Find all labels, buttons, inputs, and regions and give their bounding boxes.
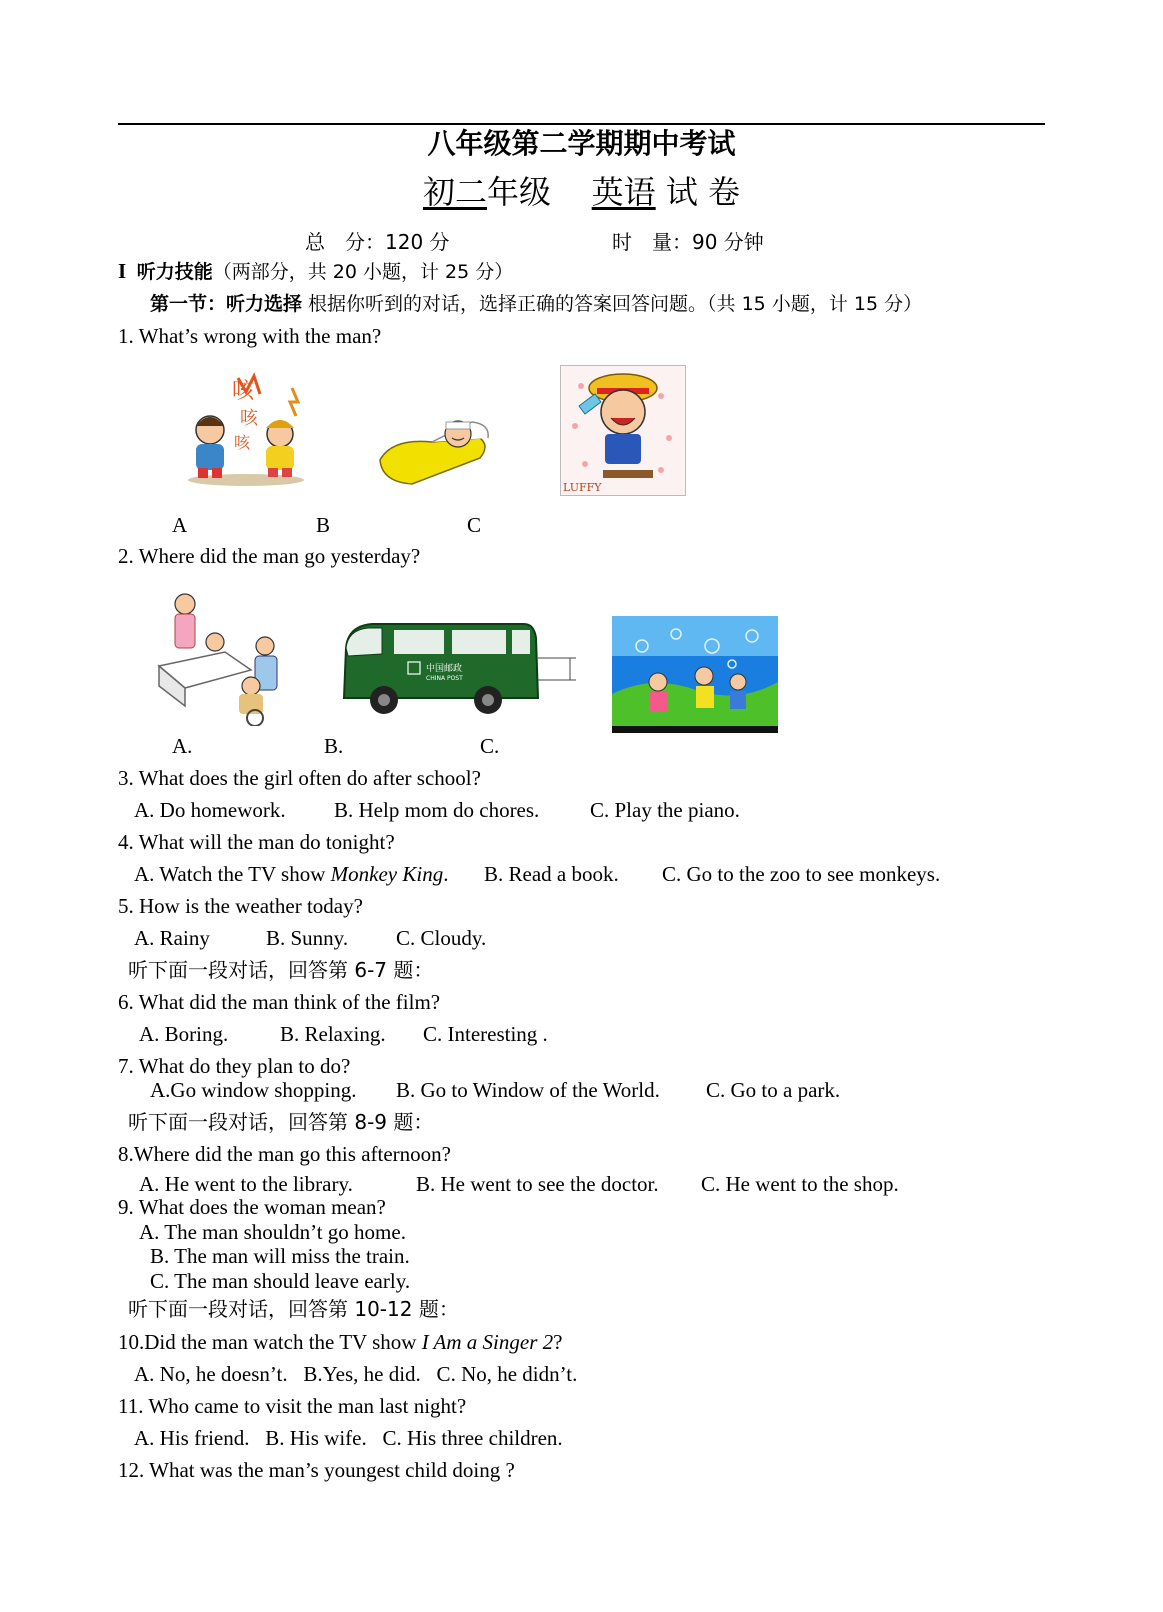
q1-label-b: B (316, 513, 331, 537)
question-10 (118, 1329, 562, 1355)
question-1: 1. What’s wrong with the man? (118, 324, 382, 348)
q1-label-c: C (467, 513, 482, 537)
q6-option-a: A. Boring. (139, 1022, 229, 1046)
section-1-heading (118, 258, 513, 285)
q4-option-a-text: A. Watch the TV show (134, 862, 331, 886)
van-brand-sub: CHINA POST (426, 675, 463, 682)
q10-options: A. No, he doesn’t. B.Yes, he did. C. No, he didn’t. (134, 1362, 578, 1386)
post-van-image (338, 618, 588, 722)
dialogue-instruction-6-7: 听下面一段对话，回答第 6-7 题： (128, 958, 434, 982)
q3-option-a: A. Do homework. (134, 798, 286, 822)
park-bubbles-image (612, 616, 778, 733)
q7-option-c: C. Go to a park. (706, 1078, 841, 1102)
coughing-kids-image (180, 368, 312, 488)
part-name: 第一节：听力选择 (150, 293, 303, 315)
q5-option-a: A. Rainy (134, 926, 210, 950)
paper-word: 试 卷 (665, 173, 741, 211)
q3-option-c: C. Play the piano. (590, 798, 740, 822)
top-rule (118, 123, 1045, 125)
exam-subtitle (0, 172, 1163, 212)
question-3: 3. What does the girl often do after school? (118, 766, 481, 790)
section-name: 听力技能 (136, 261, 213, 283)
question-11: 11. Who came to visit the man last night? (118, 1394, 467, 1418)
question-9: 9. What does the woman mean? (118, 1195, 386, 1219)
question-8: 8.Where did the man go this afternoon? (118, 1142, 451, 1166)
q7-option-b: B. Go to Window of the World. (396, 1078, 660, 1102)
q7-option-a: A.Go window shopping. (150, 1078, 357, 1102)
section-desc: （两部分，共 20 小题，计 25 分） (212, 261, 514, 283)
q8-option-a: A. He went to the library. (139, 1172, 353, 1196)
q6-option-b: B. Relaxing. (280, 1022, 386, 1046)
exam-title: 八年级第二学期期中考试 (427, 127, 736, 160)
q4-option-a-end: . (443, 862, 449, 886)
luffy-caption: LUFFY (563, 481, 602, 494)
q4-option-b: B. Read a book. (484, 862, 619, 886)
part-desc: 根据你听到的对话，选择正确的答案回答问题。（共 15 小题，计 15 分） (302, 293, 923, 315)
part-1-heading (150, 290, 922, 317)
q10-show: I Am a Singer 2 (421, 1330, 554, 1354)
q4-option-c: C. Go to the zoo to see monkeys. (662, 862, 941, 886)
svg-text:咳: 咳 (234, 433, 251, 452)
q3-option-b: B. Help mom do chores. (334, 798, 540, 822)
svg-text:咳: 咳 (240, 408, 258, 429)
grade-underlined: 初二 (422, 173, 487, 211)
q9-option-c: C. The man should leave early. (150, 1269, 411, 1293)
question-4: 4. What will the man do tonight? (118, 830, 395, 854)
q5-option-b: B. Sunny. (266, 926, 349, 950)
grade-word: 年级 (486, 173, 551, 211)
question-12: 12. What was the man’s youngest child doing ? (118, 1458, 515, 1482)
van-brand: 中国邮政 (426, 664, 463, 674)
dialogue-instruction-10-12: 听下面一段对话，回答第 10-12 题： (128, 1297, 459, 1321)
q6-option-c: C. Interesting . (423, 1022, 548, 1046)
q2-label-c: C. (480, 734, 500, 758)
section-roman: I (118, 259, 127, 283)
sick-in-bed-image (372, 398, 494, 488)
dialogue-instruction-8-9: 听下面一段对话，回答第 8-9 题： (128, 1110, 434, 1134)
svg-text:咳: 咳 (232, 379, 255, 404)
q2-label-b: B. (324, 734, 344, 758)
q10-text: 10.Did the man watch the TV show (118, 1330, 422, 1354)
question-2: 2. Where did the man go yesterday? (118, 544, 421, 568)
q4-option-a (134, 861, 448, 887)
q10-end: ? (553, 1330, 563, 1354)
q1-label-a: A (172, 513, 188, 537)
q4-option-a-show: Monkey King (330, 862, 444, 886)
luffy-image (560, 365, 686, 496)
question-7: 7. What do they plan to do? (118, 1054, 351, 1078)
q9-option-a: A. The man shouldn’t go home. (139, 1220, 406, 1244)
q8-option-c: C. He went to the shop. (701, 1172, 899, 1196)
hospital-image (155, 590, 287, 726)
time-limit: 时 量：90 分钟 (612, 230, 764, 254)
subject-underlined: 英语 (591, 173, 656, 211)
total-score: 总 分：120 分 (305, 230, 450, 254)
q11-options: A. His friend. B. His wife. C. His three children. (134, 1426, 563, 1450)
question-5: 5. How is the weather today? (118, 894, 363, 918)
question-6: 6. What did the man think of the film? (118, 990, 441, 1014)
q9-option-b: B. The man will miss the train. (150, 1244, 410, 1268)
q2-label-a: A. (172, 734, 193, 758)
q5-option-c: C. Cloudy. (396, 926, 487, 950)
q8-option-b: B. He went to see the doctor. (416, 1172, 659, 1196)
